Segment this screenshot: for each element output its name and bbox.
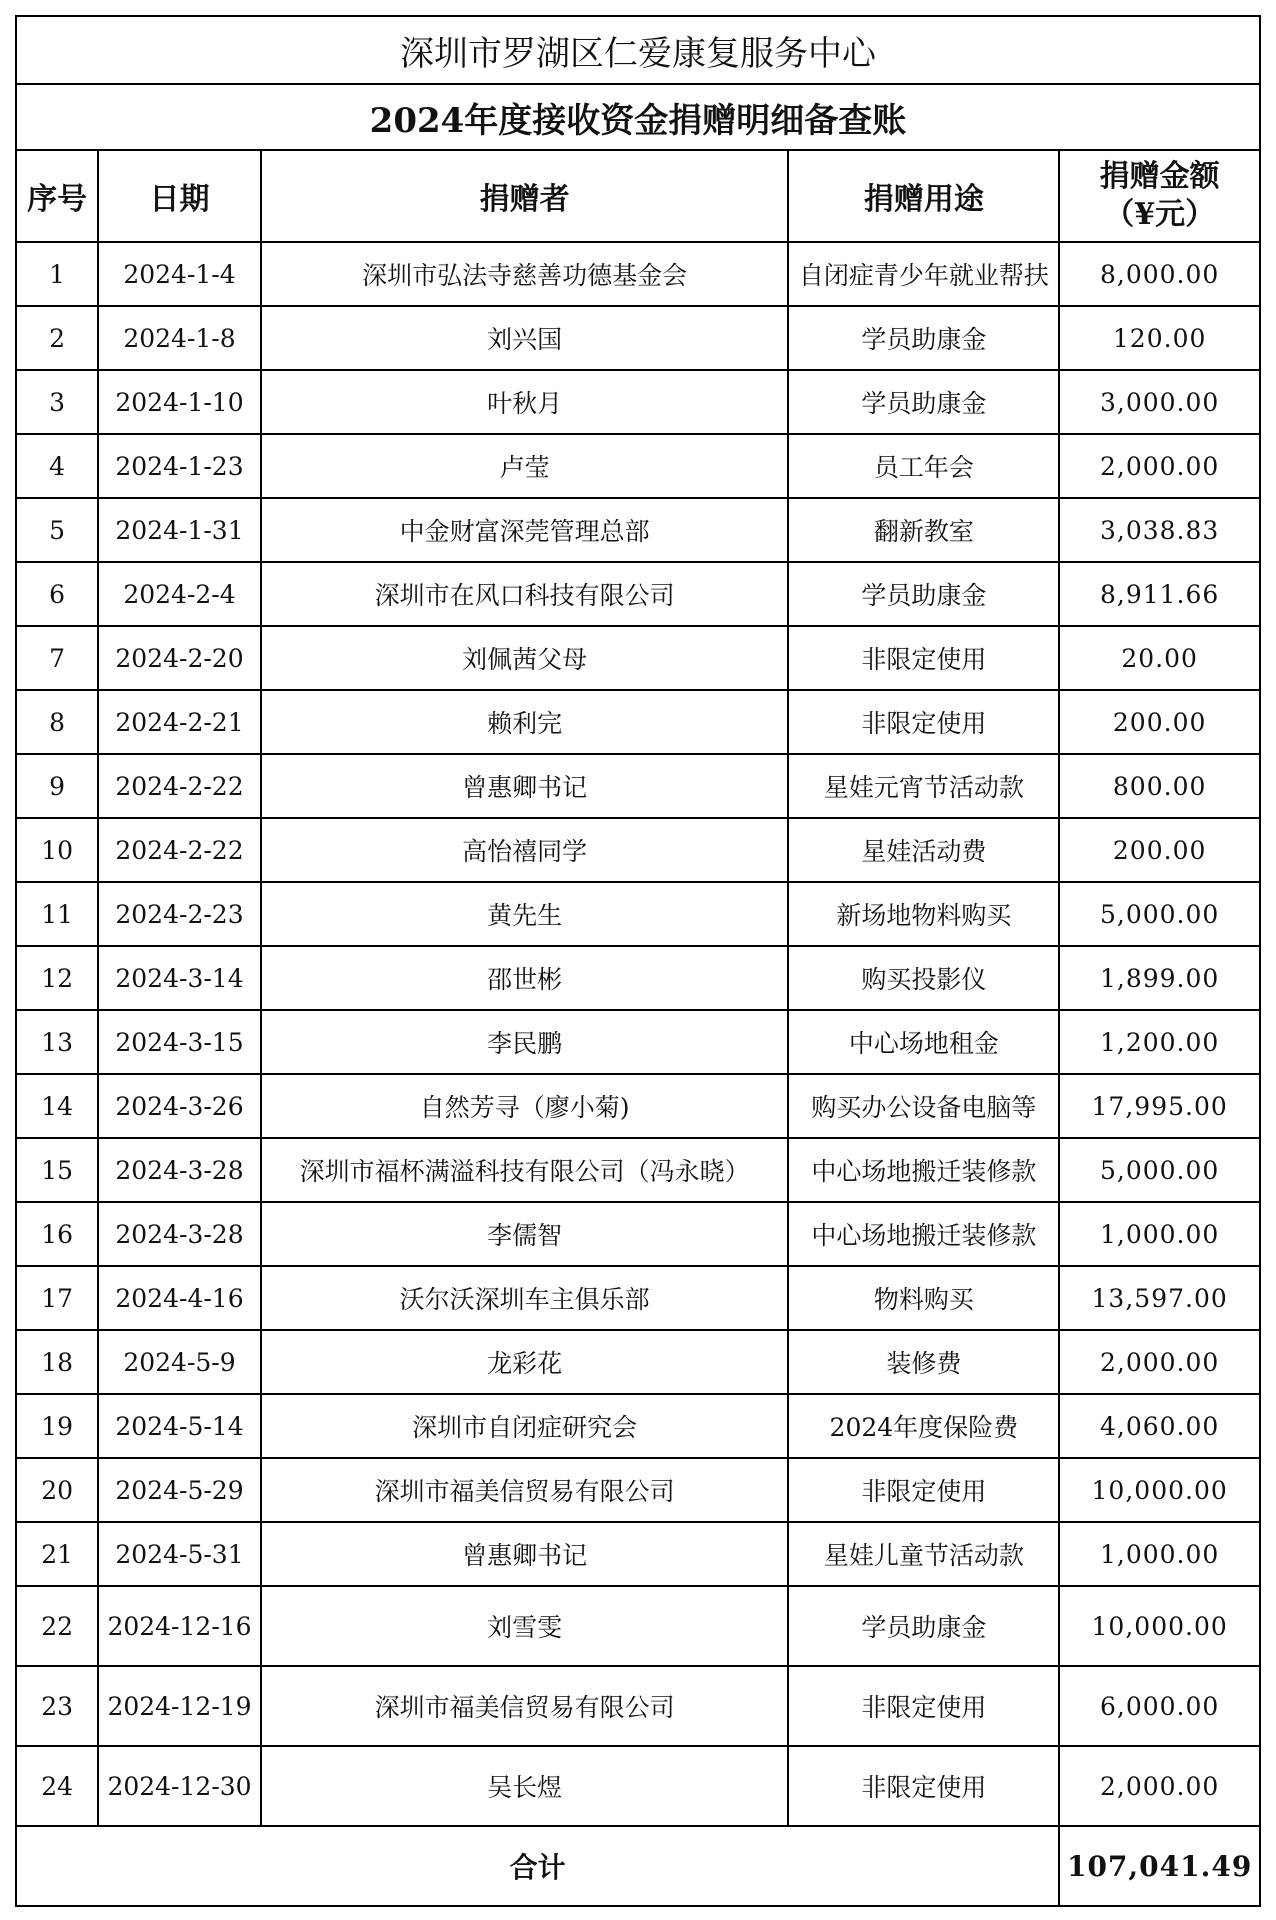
cell-no: 22 xyxy=(16,1586,98,1666)
cell-donor: 赖利完 xyxy=(261,690,789,754)
cell-use: 中心场地搬迁装修款 xyxy=(788,1138,1059,1202)
cell-date: 2024-2-23 xyxy=(98,882,261,946)
cell-date: 2024-1-23 xyxy=(98,434,261,498)
cell-no: 16 xyxy=(16,1202,98,1266)
table-row xyxy=(16,1458,1260,1522)
cell-donor: 深圳市弘法寺慈善功德基金会 xyxy=(261,242,789,306)
cell-donor: 曾惠卿书记 xyxy=(261,754,789,818)
cell-amount: 120.00 xyxy=(1059,306,1260,370)
cell-no: 8 xyxy=(16,690,98,754)
cell-amount: 13,597.00 xyxy=(1059,1266,1260,1330)
cell-amount: 6,000.00 xyxy=(1059,1666,1260,1746)
cell-use: 非限定使用 xyxy=(788,1458,1059,1522)
organization-title-row xyxy=(16,16,1260,84)
cell-no: 1 xyxy=(16,242,98,306)
cell-donor: 李儒智 xyxy=(261,1202,789,1266)
table-row xyxy=(16,562,1260,626)
cell-donor: 龙彩花 xyxy=(261,1330,789,1394)
table-row xyxy=(16,626,1260,690)
total-row xyxy=(16,1826,1260,1906)
donation-ledger-table xyxy=(15,15,1261,1907)
cell-no: 3 xyxy=(16,370,98,434)
donation-ledger-sheet xyxy=(15,15,1261,1907)
cell-date: 2024-5-29 xyxy=(98,1458,261,1522)
cell-donor: 中金财富深莞管理总部 xyxy=(261,498,789,562)
cell-no: 7 xyxy=(16,626,98,690)
cell-amount: 20.00 xyxy=(1059,626,1260,690)
table-row xyxy=(16,242,1260,306)
table-row xyxy=(16,1138,1260,1202)
cell-amount: 8,000.00 xyxy=(1059,242,1260,306)
cell-donor: 自然芳寻（廖小菊) xyxy=(261,1074,789,1138)
cell-no: 23 xyxy=(16,1666,98,1746)
table-row xyxy=(16,1202,1260,1266)
total-amount: 107,041.49 xyxy=(1059,1826,1260,1906)
total-label: 合计 xyxy=(16,1826,1059,1906)
cell-use: 星娃活动费 xyxy=(788,818,1059,882)
column-header-use: 捐赠用途 xyxy=(788,150,1059,242)
cell-no: 20 xyxy=(16,1458,98,1522)
cell-amount: 4,060.00 xyxy=(1059,1394,1260,1458)
table-row xyxy=(16,1266,1260,1330)
cell-amount: 10,000.00 xyxy=(1059,1586,1260,1666)
cell-donor: 深圳市在风口科技有限公司 xyxy=(261,562,789,626)
cell-use: 员工年会 xyxy=(788,434,1059,498)
cell-amount: 2,000.00 xyxy=(1059,1330,1260,1394)
cell-amount: 200.00 xyxy=(1059,690,1260,754)
cell-amount: 10,000.00 xyxy=(1059,1458,1260,1522)
cell-amount: 1,899.00 xyxy=(1059,946,1260,1010)
cell-use: 装修费 xyxy=(788,1330,1059,1394)
table-row xyxy=(16,1666,1260,1746)
cell-use: 非限定使用 xyxy=(788,626,1059,690)
cell-date: 2024-1-31 xyxy=(98,498,261,562)
cell-amount: 800.00 xyxy=(1059,754,1260,818)
cell-use: 学员助康金 xyxy=(788,1586,1059,1666)
cell-no: 5 xyxy=(16,498,98,562)
cell-date: 2024-3-28 xyxy=(98,1138,261,1202)
cell-use: 中心场地租金 xyxy=(788,1010,1059,1074)
table-row xyxy=(16,306,1260,370)
cell-no: 10 xyxy=(16,818,98,882)
cell-no: 6 xyxy=(16,562,98,626)
cell-date: 2024-2-4 xyxy=(98,562,261,626)
column-header-amount-line2: （¥元） xyxy=(1104,197,1216,232)
cell-amount: 1,000.00 xyxy=(1059,1202,1260,1266)
cell-donor: 刘佩茜父母 xyxy=(261,626,789,690)
cell-no: 12 xyxy=(16,946,98,1010)
table-row xyxy=(16,498,1260,562)
organization-title: 深圳市罗湖区仁爱康复服务中心 xyxy=(16,16,1260,84)
cell-date: 2024-2-20 xyxy=(98,626,261,690)
cell-donor: 深圳市福美信贸易有限公司 xyxy=(261,1458,789,1522)
table-row xyxy=(16,946,1260,1010)
cell-donor: 深圳市福杯满溢科技有限公司（冯永晓） xyxy=(261,1138,789,1202)
table-row xyxy=(16,1010,1260,1074)
cell-donor: 刘兴国 xyxy=(261,306,789,370)
cell-date: 2024-1-4 xyxy=(98,242,261,306)
cell-amount: 2,000.00 xyxy=(1059,1746,1260,1826)
ledger-subtitle: 2024年度接收资金捐赠明细备查账 xyxy=(16,84,1260,150)
cell-amount: 3,000.00 xyxy=(1059,370,1260,434)
cell-no: 11 xyxy=(16,882,98,946)
cell-date: 2024-12-30 xyxy=(98,1746,261,1826)
table-row xyxy=(16,1330,1260,1394)
cell-date: 2024-4-16 xyxy=(98,1266,261,1330)
table-row xyxy=(16,1746,1260,1826)
cell-use: 非限定使用 xyxy=(788,1746,1059,1826)
cell-date: 2024-3-14 xyxy=(98,946,261,1010)
cell-no: 19 xyxy=(16,1394,98,1458)
cell-use: 非限定使用 xyxy=(788,1666,1059,1746)
table-row xyxy=(16,1394,1260,1458)
cell-use: 物料购买 xyxy=(788,1266,1059,1330)
cell-date: 2024-5-31 xyxy=(98,1522,261,1586)
cell-use: 学员助康金 xyxy=(788,306,1059,370)
cell-donor: 刘雪雯 xyxy=(261,1586,789,1666)
cell-date: 2024-3-26 xyxy=(98,1074,261,1138)
cell-date: 2024-2-22 xyxy=(98,818,261,882)
cell-donor: 邵世彬 xyxy=(261,946,789,1010)
column-header-date: 日期 xyxy=(98,150,261,242)
cell-donor: 曾惠卿书记 xyxy=(261,1522,789,1586)
cell-no: 15 xyxy=(16,1138,98,1202)
cell-donor: 吴长煜 xyxy=(261,1746,789,1826)
column-header-amount xyxy=(1059,150,1260,242)
cell-donor: 高怡禧同学 xyxy=(261,818,789,882)
column-header-row xyxy=(16,150,1260,242)
table-row xyxy=(16,690,1260,754)
cell-donor: 李民鹏 xyxy=(261,1010,789,1074)
cell-date: 2024-1-10 xyxy=(98,370,261,434)
cell-donor: 黄先生 xyxy=(261,882,789,946)
column-header-amount-line1: 捐赠金额 xyxy=(1099,159,1220,194)
cell-use: 自闭症青少年就业帮扶 xyxy=(788,242,1059,306)
column-header-no: 序号 xyxy=(16,150,98,242)
cell-date: 2024-12-19 xyxy=(98,1666,261,1746)
cell-use: 学员助康金 xyxy=(788,562,1059,626)
cell-date: 2024-3-28 xyxy=(98,1202,261,1266)
table-row xyxy=(16,1586,1260,1666)
cell-amount: 1,200.00 xyxy=(1059,1010,1260,1074)
cell-use: 购买投影仪 xyxy=(788,946,1059,1010)
cell-amount: 8,911.66 xyxy=(1059,562,1260,626)
cell-date: 2024-2-21 xyxy=(98,690,261,754)
cell-donor: 卢莹 xyxy=(261,434,789,498)
cell-amount: 2,000.00 xyxy=(1059,434,1260,498)
cell-no: 21 xyxy=(16,1522,98,1586)
cell-use: 2024年度保险费 xyxy=(788,1394,1059,1458)
cell-date: 2024-1-8 xyxy=(98,306,261,370)
cell-date: 2024-5-14 xyxy=(98,1394,261,1458)
cell-amount: 1,000.00 xyxy=(1059,1522,1260,1586)
cell-use: 中心场地搬迁装修款 xyxy=(788,1202,1059,1266)
cell-no: 9 xyxy=(16,754,98,818)
cell-use: 翻新教室 xyxy=(788,498,1059,562)
cell-use: 星娃儿童节活动款 xyxy=(788,1522,1059,1586)
ledger-subtitle-row xyxy=(16,84,1260,150)
cell-amount: 5,000.00 xyxy=(1059,882,1260,946)
cell-amount: 200.00 xyxy=(1059,818,1260,882)
cell-donor: 深圳市自闭症研究会 xyxy=(261,1394,789,1458)
cell-donor: 沃尔沃深圳车主俱乐部 xyxy=(261,1266,789,1330)
cell-use: 学员助康金 xyxy=(788,370,1059,434)
cell-date: 2024-12-16 xyxy=(98,1586,261,1666)
cell-no: 18 xyxy=(16,1330,98,1394)
cell-amount: 17,995.00 xyxy=(1059,1074,1260,1138)
cell-amount: 5,000.00 xyxy=(1059,1138,1260,1202)
cell-date: 2024-5-9 xyxy=(98,1330,261,1394)
table-row xyxy=(16,818,1260,882)
cell-donor: 叶秋月 xyxy=(261,370,789,434)
cell-use: 新场地物料购买 xyxy=(788,882,1059,946)
table-row xyxy=(16,882,1260,946)
cell-no: 4 xyxy=(16,434,98,498)
cell-date: 2024-3-15 xyxy=(98,1010,261,1074)
table-row xyxy=(16,434,1260,498)
cell-no: 2 xyxy=(16,306,98,370)
column-header-donor: 捐赠者 xyxy=(261,150,789,242)
cell-amount: 3,038.83 xyxy=(1059,498,1260,562)
cell-no: 24 xyxy=(16,1746,98,1826)
cell-date: 2024-2-22 xyxy=(98,754,261,818)
table-row xyxy=(16,1522,1260,1586)
cell-donor: 深圳市福美信贸易有限公司 xyxy=(261,1666,789,1746)
table-row xyxy=(16,1074,1260,1138)
cell-use: 星娃元宵节活动款 xyxy=(788,754,1059,818)
cell-use: 购买办公设备电脑等 xyxy=(788,1074,1059,1138)
cell-no: 17 xyxy=(16,1266,98,1330)
cell-use: 非限定使用 xyxy=(788,690,1059,754)
table-row xyxy=(16,754,1260,818)
cell-no: 14 xyxy=(16,1074,98,1138)
table-row xyxy=(16,370,1260,434)
cell-no: 13 xyxy=(16,1010,98,1074)
